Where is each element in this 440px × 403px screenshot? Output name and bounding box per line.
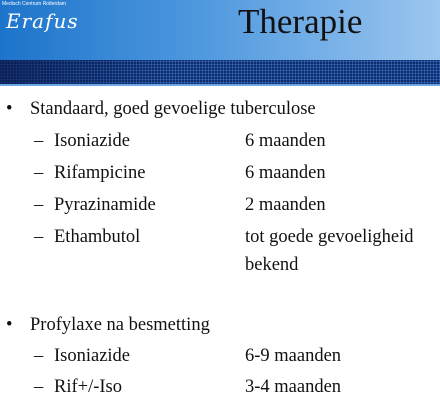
- bullet-marker: •: [6, 99, 13, 119]
- drug-duration: 6 maanden: [245, 131, 326, 151]
- bullet-prophylaxis: [6, 315, 210, 336]
- drug-duration: 6-9 maanden: [245, 346, 342, 366]
- drug-name: Isoniazide: [54, 346, 131, 366]
- bullet-standard-treatment: [6, 99, 316, 120]
- bullet-marker: •: [6, 315, 13, 335]
- drug-row: [34, 346, 434, 367]
- bullet-text: Standaard, goed gevoelige tuberculose: [30, 99, 316, 119]
- dash-marker: –: [34, 131, 44, 151]
- drug-duration: 2 maanden: [245, 195, 326, 215]
- drug-row: [34, 195, 434, 216]
- drug-duration-continuation: bekend: [245, 255, 299, 275]
- institution-logo: Erafus: [6, 9, 79, 33]
- dash-marker: –: [34, 346, 44, 366]
- slide-header: [0, 0, 440, 60]
- drug-name: Rif+/-Iso: [54, 377, 122, 397]
- decorative-band-shade: [0, 60, 440, 84]
- drug-row: [34, 163, 434, 184]
- slide-title: Therapie: [238, 2, 363, 41]
- drug-duration: tot goede gevoeligheid: [245, 227, 414, 247]
- header-divider: [0, 84, 440, 86]
- dash-marker: –: [34, 227, 44, 247]
- drug-row: [34, 131, 434, 152]
- organization-name: Medisch Centrum Rotterdam: [2, 1, 66, 7]
- dash-marker: –: [34, 377, 44, 397]
- drug-row: [34, 377, 434, 398]
- drug-name: Rifampicine: [54, 163, 146, 183]
- drug-duration: 6 maanden: [245, 163, 326, 183]
- drug-name: Isoniazide: [54, 131, 131, 151]
- dash-marker: –: [34, 195, 44, 215]
- bullet-text: Profylaxe na besmetting: [30, 315, 210, 335]
- drug-row: [34, 227, 434, 248]
- drug-name: Pyrazinamide: [54, 195, 156, 215]
- dash-marker: –: [34, 163, 44, 183]
- drug-name: Ethambutol: [54, 227, 141, 247]
- drug-duration: 3-4 maanden: [245, 377, 342, 397]
